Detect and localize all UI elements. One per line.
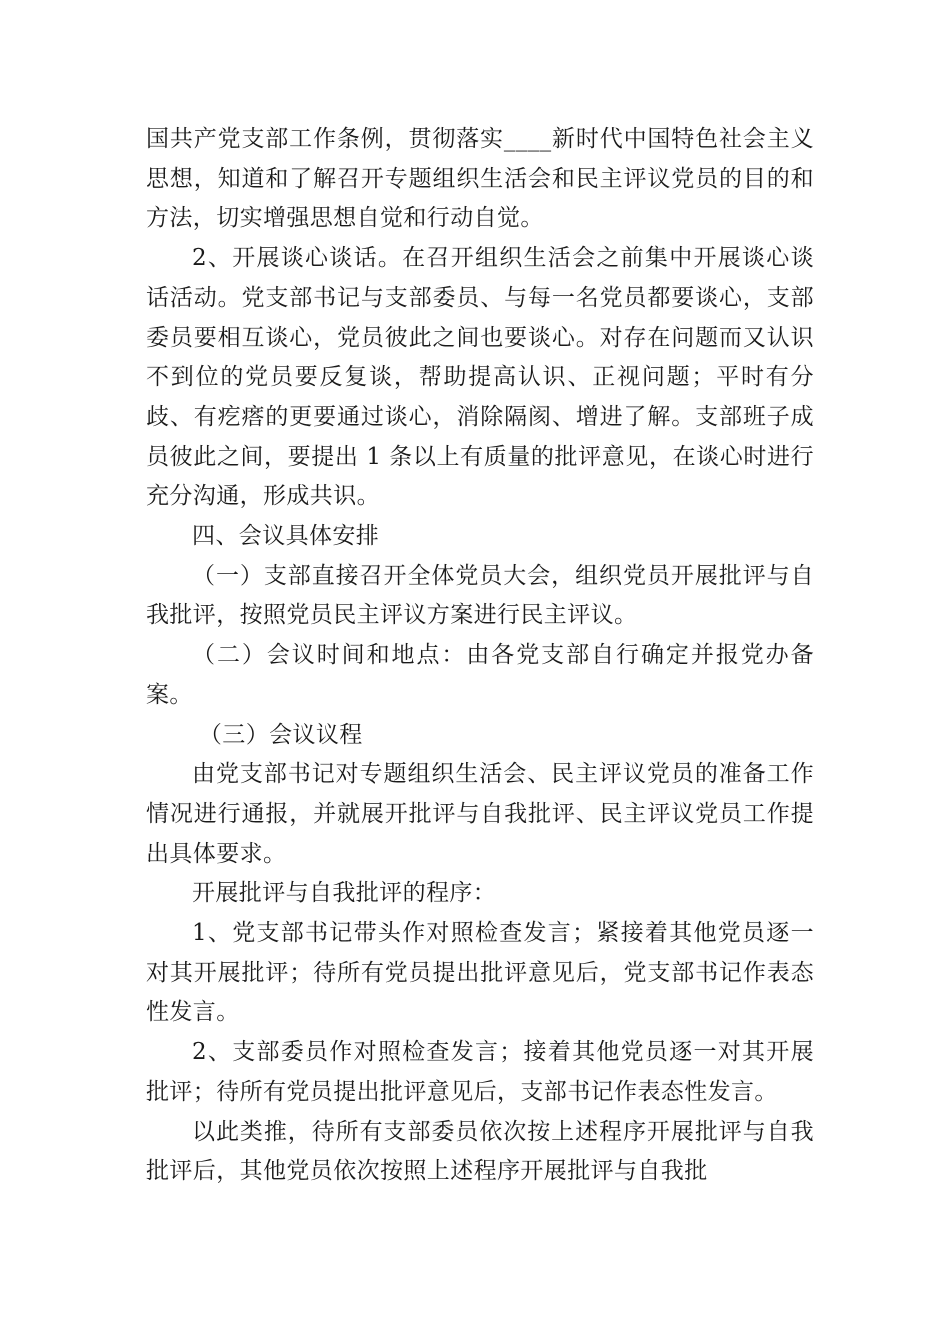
- section-heading-meeting-arrangement: 四、会议具体安排: [192, 523, 380, 550]
- paragraph-continuation: 国共产党支部工作条例，贯彻落实____新时代中国特色社会主义思想，知道和了解召开专题组织生活会和民主评议党员的目的和方法，切实增强思想自觉和行动自觉。: [146, 126, 814, 232]
- subheading-meeting-agenda: （三）会议议程: [198, 721, 363, 748]
- paragraph-procedure-step-1: 1、党支部书记带头作对照检查发言；紧接着其他党员逐一对其开展批评；待所有党员提出批评意见后，党支部书记作表态性发言。: [146, 920, 814, 1026]
- paragraph-procedure-step-2: 2、支部委员作对照检查发言；接着其他党员逐一对其开展批评；待所有党员提出批评意见后，支部书记作表态性发言。: [146, 1039, 814, 1105]
- paragraph-procedure-continuation: 以此类推，待所有支部委员依次按上述程序开展批评与自我批评后，其他党员依次按照上述程序开展批评与自我批: [146, 1118, 814, 1185]
- paragraph-agenda-intro: 由党支部书记对专题组织生活会、民主评议党员的准备工作情况进行通报，并就展开批评与自我批评、民主评议党员工作提出具体要求。: [146, 761, 814, 867]
- paragraph-heart-to-heart-talks: 2、开展谈心谈话。在召开组织生活会之前集中开展谈心谈话活动。党支部书记与支部委员、与每一名党员都要谈心，支部委员要相互谈心，党员彼此之间也要谈心。对存在问题而又认识不到位的党员要反复谈，帮助提高认识、正视问题；平时有分歧、有疙瘩的更要通过谈心，消除隔阂、增进了解。支部班子成员彼此之间，要提出 1 条以上有质量的批评意见，在谈心时进行充分沟通，形成共识。: [146, 245, 814, 510]
- paragraph-item-2: （二）会议时间和地点：由各党支部自行确定并报党办备案。: [146, 642, 814, 708]
- paragraph-item-1: （一）支部直接召开全体党员大会，组织党员开展批评与自我批评，按照党员民主评议方案进行民主评议。: [146, 562, 814, 629]
- document-body: [146, 120, 814, 1192]
- paragraph-procedure-heading: 开展批评与自我批评的程序：: [192, 880, 497, 907]
